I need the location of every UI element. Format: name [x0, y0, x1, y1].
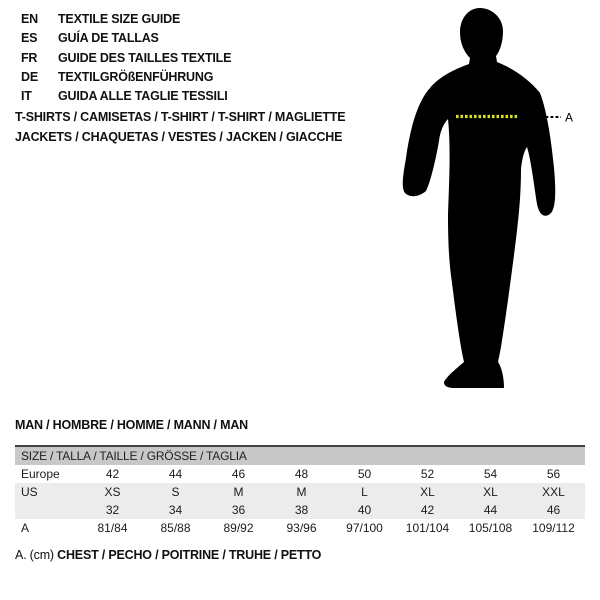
- language-list: [21, 10, 231, 106]
- language-row-de: [21, 68, 231, 87]
- man-silhouette-figure: [395, 5, 590, 395]
- size-cell: 42: [396, 501, 459, 519]
- size-cell: 46: [522, 501, 585, 519]
- category-line-tshirts: T-SHIRTS / CAMISETAS / T-SHIRT / T-SHIRT / MAGLIETTE: [15, 110, 346, 124]
- man-silhouette: [403, 8, 555, 388]
- size-cell: S: [144, 483, 207, 501]
- size-cell: 42: [105, 467, 120, 481]
- row-label: US: [15, 483, 81, 501]
- language-label: GUIDE DES TAILLES TEXTILE: [58, 50, 232, 65]
- size-cell: 44: [168, 467, 183, 481]
- size-cell: 48: [294, 467, 309, 481]
- row-label: A: [21, 521, 30, 535]
- footnote-prefix: A. (cm): [15, 548, 54, 562]
- table-header: SIZE / TALLA / TAILLE / GRÖSSE / TAGLIA: [15, 446, 585, 465]
- language-row-es: [21, 29, 231, 48]
- footnote-text: CHEST / PECHO / POITRINE / TRUHE / PETTO: [57, 548, 322, 562]
- language-code: FR: [21, 50, 38, 65]
- size-cell: 97/100: [346, 521, 383, 535]
- section-title: MAN / HOMBRE / HOMME / MANN / MAN: [15, 418, 248, 432]
- size-cell: 46: [231, 467, 246, 481]
- measurement-footnote: [15, 548, 321, 562]
- category-line-jackets: JACKETS / CHAQUETAS / VESTES / JACKEN / GIACCHE: [15, 129, 343, 144]
- size-cell: 109/112: [532, 521, 575, 535]
- size-cell: XXL: [522, 483, 585, 501]
- language-code: EN: [21, 12, 38, 26]
- category-heading: [15, 108, 345, 147]
- size-cell: 105/108: [468, 521, 513, 535]
- size-cell: 56: [546, 467, 561, 481]
- measure-label-a: A: [565, 110, 574, 125]
- size-cell: 32: [81, 501, 144, 519]
- size-cell: XL: [396, 483, 459, 501]
- size-cell: 50: [357, 467, 372, 481]
- table-header-row: [15, 446, 585, 465]
- language-label: TEXTILGRÖßENFÜHRUNG: [58, 69, 214, 84]
- row-label: [15, 501, 81, 519]
- language-row-fr: [21, 49, 231, 68]
- language-label: TEXTILE SIZE GUIDE: [58, 12, 181, 26]
- size-cell: 38: [270, 501, 333, 519]
- language-code: IT: [21, 89, 32, 104]
- size-cell: XL: [459, 483, 522, 501]
- size-cell: 54: [483, 467, 498, 481]
- size-cell: 44: [459, 501, 522, 519]
- language-code: ES: [21, 31, 38, 46]
- size-cell: 85/88: [160, 521, 191, 535]
- size-cell: 40: [333, 501, 396, 519]
- language-label: GUIDA ALLE TAGLIE TESSILI: [58, 89, 228, 104]
- size-table: [15, 445, 585, 537]
- language-label: GUÍA DE TALLAS: [58, 31, 159, 46]
- table-row-us-numeric: [15, 501, 585, 519]
- size-cell: L: [333, 483, 396, 501]
- size-cell: M: [270, 483, 333, 501]
- table-row-us: [15, 483, 585, 501]
- language-code: DE: [21, 69, 38, 84]
- size-cell: 36: [207, 501, 270, 519]
- size-cell: 52: [420, 467, 435, 481]
- row-label: Europe: [21, 467, 60, 481]
- table-row-europe: [15, 465, 585, 483]
- size-cell: 81/84: [97, 521, 128, 535]
- language-row-it: [21, 87, 231, 106]
- size-cell: XS: [81, 483, 144, 501]
- table-row-chest-cm: [15, 519, 585, 537]
- language-row-en: [21, 10, 231, 29]
- size-cell: 101/104: [405, 521, 450, 535]
- size-cell: M: [207, 483, 270, 501]
- size-cell: 89/92: [223, 521, 254, 535]
- size-cell: 93/96: [286, 521, 317, 535]
- size-cell: 34: [144, 501, 207, 519]
